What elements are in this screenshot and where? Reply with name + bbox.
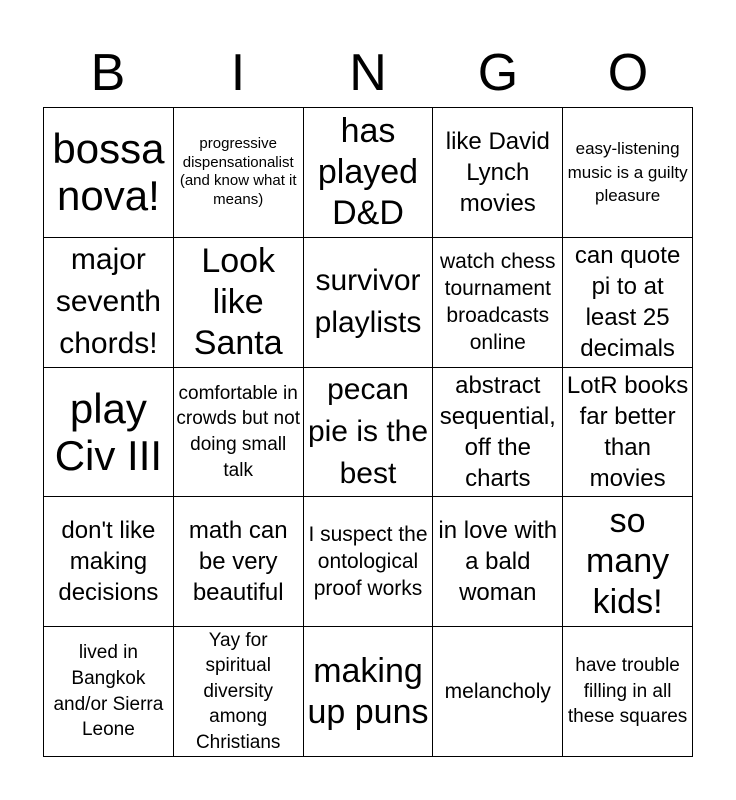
header-letter-b: B: [90, 44, 126, 102]
header-letter-o: O: [607, 44, 649, 102]
header-letter-g: G: [477, 44, 519, 102]
bingo-square[interactable]: don't like making decisions: [44, 497, 174, 627]
bingo-square[interactable]: melancholy: [433, 627, 563, 757]
bingo-square[interactable]: watch chess tournament broadcasts online: [433, 238, 563, 368]
bingo-square[interactable]: have trouble filling in all these squares: [563, 627, 693, 757]
bingo-square[interactable]: can quote pi to at least 25 decimals: [563, 238, 693, 368]
bingo-square[interactable]: has played D&D: [304, 108, 434, 238]
bingo-square[interactable]: major seventh chords!: [44, 238, 174, 368]
bingo-square[interactable]: LotR books far better than movies: [563, 368, 693, 498]
bingo-card: [43, 107, 693, 757]
header-letter-i: I: [230, 44, 246, 102]
bingo-square[interactable]: Yay for spiritual diversity among Christians: [174, 627, 304, 757]
bingo-square[interactable]: easy-listening music is a guilty pleasure: [563, 108, 693, 238]
bingo-square[interactable]: Look like Santa: [174, 238, 304, 368]
bingo-square[interactable]: lived in Bangkok and/or Sierra Leone: [44, 627, 174, 757]
bingo-square[interactable]: progressive dispensationalist (and know what it means): [174, 108, 304, 238]
bingo-square[interactable]: pecan pie is the best: [304, 368, 434, 498]
bingo-square[interactable]: survivor playlists: [304, 238, 434, 368]
bingo-square[interactable]: comfortable in crowds but not doing small talk: [174, 368, 304, 498]
bingo-square[interactable]: I suspect the ontological proof works: [304, 497, 434, 627]
bingo-square[interactable]: in love with a bald woman: [433, 497, 563, 627]
bingo-header: [43, 40, 693, 106]
bingo-square[interactable]: so many kids!: [563, 497, 693, 627]
bingo-square[interactable]: play Civ III: [44, 368, 174, 498]
bingo-square[interactable]: bossa nova!: [44, 108, 174, 238]
bingo-square[interactable]: making up puns: [304, 627, 434, 757]
bingo-square[interactable]: abstract sequential, off the charts: [433, 368, 563, 498]
header-letter-n: N: [349, 44, 387, 102]
bingo-square[interactable]: math can be very beautiful: [174, 497, 304, 627]
bingo-square[interactable]: like David Lynch movies: [433, 108, 563, 238]
